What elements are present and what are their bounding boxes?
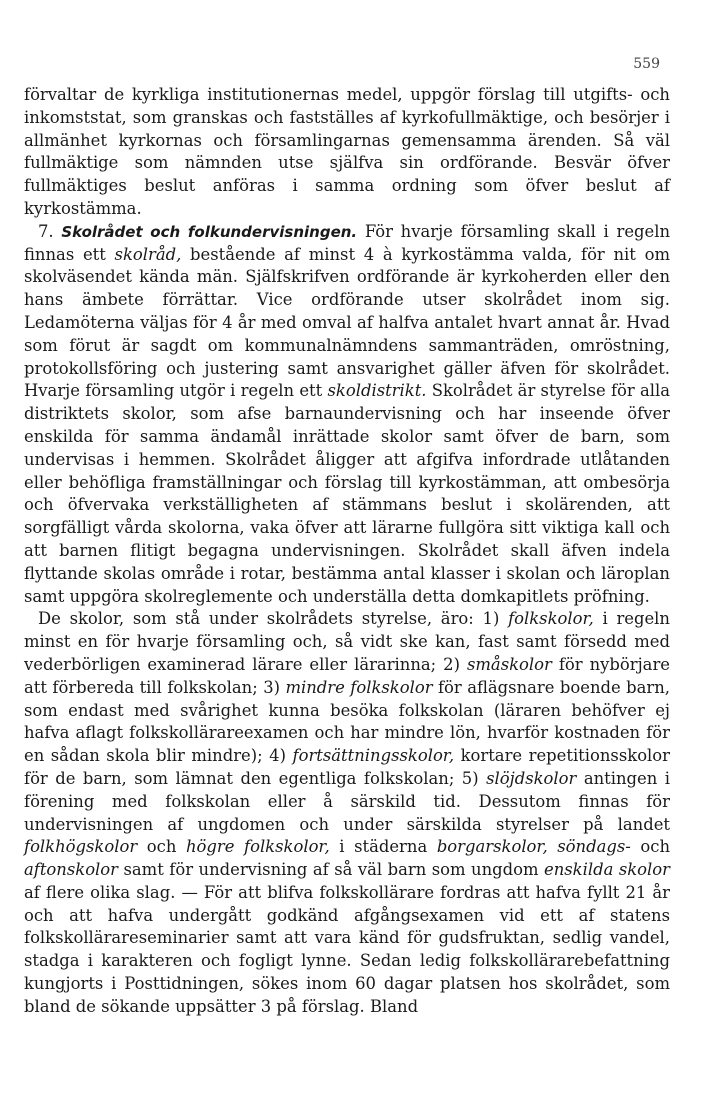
text-run: De skolor, som stå under skolrådets styrelse, äro: 1): [38, 609, 509, 629]
paragraph-2: [24, 221, 670, 609]
section-heading: Skolrådet och folkundervisningen.: [61, 222, 358, 241]
text-run: antingen i förening med folkskolan eller å särskild tid. Dessutom finnas för undervisningen af ungdomen och under särskilda styrelser på landet: [24, 768, 670, 834]
text-run: för aflägsnare boende barn, som endast med svårighet kunna besöka folkskolan (läraren behöfver ej hafva aflagt folkskollärareexamen och har mindre lön, hvarför kostnaden för en sådan skola blir mindre); 4): [24, 677, 670, 766]
text-run: bestående af minst 4 à kyrkostämma valda, för nit om skolväsendet kända män. Själfskrifven ordförande är kyrkoherden eller den hans ämbete förrättar. Vice ordförande utser skolrådet inom sig. Ledamöterna väljas för 4 år med omval af halfva antalet hvart annat år. Hvad som förut är sagdt om kommunalnämndens sammanträden, omröstning, protokollsföring och justering samt ansvarighet gäller äfven för skolrådet. Hvarje församling utgör i regeln ett: [24, 244, 670, 401]
italic-term: folkskolor,: [508, 609, 594, 629]
italic-term: folkhögskolor: [24, 837, 138, 857]
italic-term: slöjdskolor: [486, 768, 577, 788]
text-run: och: [137, 837, 186, 857]
text-run: för nybörjare att förbereda till folkskolan; 3): [24, 654, 670, 697]
italic-term: aftonskolor: [24, 860, 119, 880]
italic-term: mindre folkskolor: [285, 677, 433, 697]
text-run: samt för undervisning af så väl barn som ungdom: [118, 860, 545, 880]
paragraph-3: [24, 608, 670, 1018]
italic-term: enskilda skolor: [544, 860, 670, 880]
text-run: och: [630, 837, 670, 857]
paragraph-1: [24, 84, 670, 221]
italic-term: småskolor: [466, 654, 552, 674]
section-number: 7.: [38, 221, 62, 241]
text-run: förvaltar de kyrkliga institutionernas medel, uppgör förslag till utgifts- och inkomststat, som granskas och fastställes af kyrkofullmäktige, och besörjer i allmänhet kyrkornas och församlingarnas gemensamma ärenden. Så väl fullmäktige som nämnden utse själfva sin ordförande. Besvär öfver fullmäktiges beslut anföras i samma ordning som öfver beslut af kyrkostämma.: [24, 85, 670, 218]
text-run: kortare repetitionsskolor för de barn, som lämnat den egentliga folkskolan; 5): [24, 746, 671, 788]
page-number: 559: [633, 56, 660, 72]
italic-term: fortsättningsskolor,: [292, 746, 455, 766]
text-run: i städerna: [329, 837, 437, 857]
italic-term: skoldistrikt.: [327, 381, 427, 401]
italic-term: högre folkskolor,: [185, 837, 330, 857]
italic-term: borgarskolor, söndags-: [436, 837, 631, 857]
text-run: af flere olika slag. — För att blifva folkskollärare fordras att hafva fyllt 21 år och att hafva undergått godkänd afgångsexamen vid ett af statens folkskollärareseminarier samt att vara känd för gudsfruktan, sedlig vandel, stadga i karakteren och fogligt lynne. Sedan ledig folkskollärarebefattning kungjorts i Posttidningen, sökes inom 60 dagar platsen hos skolrådet, som bland de sökande uppsätter 3 på förslag. Bland: [24, 882, 670, 1016]
text-run: i regeln minst en för hvarje församling och, så vidt ske kan, fast samt försedd med vederbörligen examinerad lärare eller lärarinna; 2): [24, 609, 670, 674]
body-text: [24, 84, 670, 1019]
italic-term: skolråd,: [114, 244, 182, 264]
text-run: För hvarje församling skall i regeln finnas ett: [24, 221, 671, 264]
text-run: Skolrådet är styrelse för alla distriktets skolor, som afse barnaundervisning och har inseende öfver enskilda för samma ändamål inrättade skolor samt öfver de barn, som undervisas i hemmen. Skolrådet åligger att afgifva infordrade utlåtanden eller behöfliga framställningar och förslag till kyrkostämman, att ombesörja och öfvervaka verkställigheten af stämmans beslut i skolärenden, att sorgfälligt vårda skolorna, vaka öfver att lärarne fullgöra sitt viktiga kall och att barnen flitigt begagna undervisningen. Skolrådet skall äfven indela flyttande skolas område i rotar, bestämma antal klasser i skolan och läroplan samt uppgöra skolreglemente och underställa detta domkapitlets pröfning.: [24, 381, 670, 606]
